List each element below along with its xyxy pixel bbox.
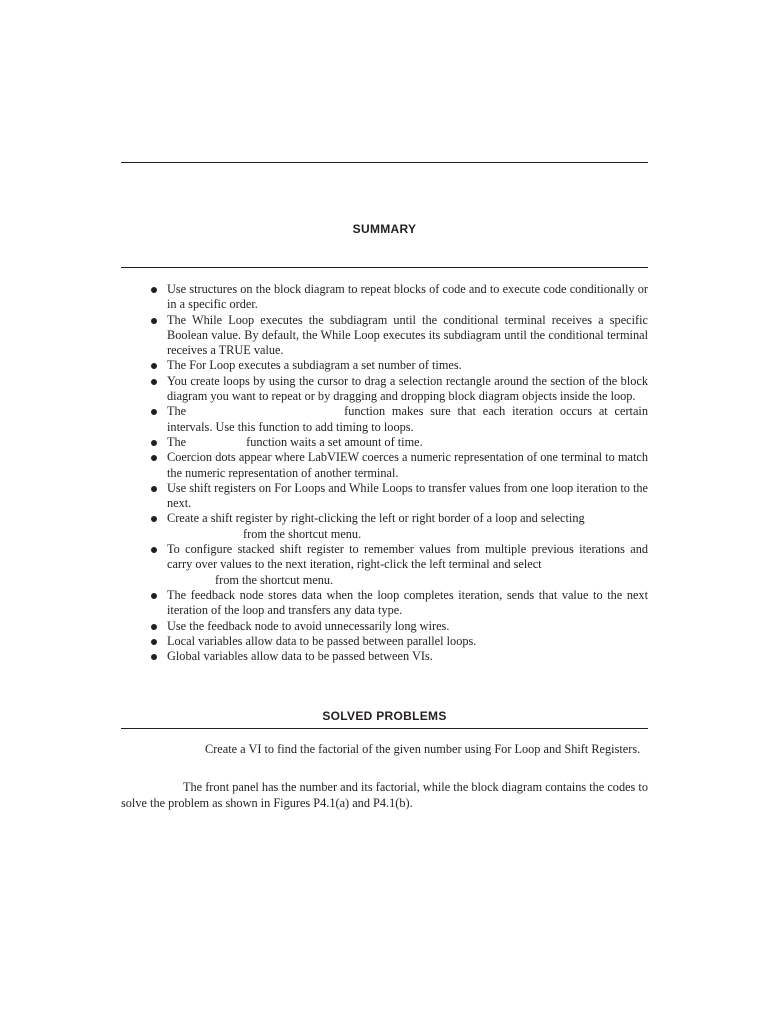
list-item: Local variables allow data to be passed between parallel loops.: [149, 634, 648, 649]
bullet-icon: [151, 287, 157, 293]
bullet-icon: [151, 593, 157, 599]
list-item: You create loops by using the cursor to drag a selection rectangle around the section of the block diagram you want to repeat or by dragging and dropping block diagram objects inside the loop.: [149, 374, 648, 405]
bullet-icon: [151, 409, 157, 415]
list-item: The function waits a set amount of time.: [149, 435, 648, 450]
solved-problems-heading: SOLVED PROBLEMS: [322, 709, 447, 723]
list-item: Coercion dots appear where LabVIEW coerces a numeric representation of one terminal to match the numeric representation of another terminal.: [149, 450, 648, 481]
problem-paragraph: Create a VI to find the factorial of the given number using For Loop and Shift Registers.: [205, 742, 641, 756]
bullet-icon: [151, 624, 157, 630]
bullet-icon: [151, 486, 157, 492]
bullet-icon: [151, 363, 157, 369]
solved-rule: [121, 728, 648, 729]
list-item: The While Loop executes the subdiagram until the conditional terminal receives a specific Boolean value. By default, the While Loop executes its subdiagram until the conditional terminal receives a TRUE value.: [149, 313, 648, 359]
bullet-icon: [151, 516, 157, 522]
solution-paragraph: The front panel has the number and its factorial, while the block diagram contains the codes to solve the problem as shown in Figures P4.1(a) and P4.1(b).: [121, 780, 648, 810]
summary-list: [149, 282, 648, 664]
top-rule: [121, 162, 648, 163]
bullet-icon: [151, 455, 157, 461]
list-item: The function makes sure that each iteration occurs at certain intervals. Use this function to add timing to loops.: [149, 404, 648, 435]
bullet-icon: [151, 654, 157, 660]
summary-rule: [121, 267, 648, 268]
list-item: Use the feedback node to avoid unnecessarily long wires.: [149, 619, 648, 634]
list-item: Use structures on the block diagram to repeat blocks of code and to execute code conditionally or in a specific order.: [149, 282, 648, 313]
bullet-icon: [151, 379, 157, 385]
bullet-icon: [151, 440, 157, 446]
list-item: The feedback node stores data when the loop completes iteration, sends that value to the next iteration of the loop and transfers any data type.: [149, 588, 648, 619]
list-item: Use shift registers on For Loops and While Loops to transfer values from one loop iteration to the next.: [149, 481, 648, 512]
bullet-icon: [151, 547, 157, 553]
list-item: The For Loop executes a subdiagram a set number of times.: [149, 358, 648, 373]
bullet-icon: [151, 639, 157, 645]
summary-heading: SUMMARY: [352, 222, 417, 236]
list-item: To configure stacked shift register to remember values from multiple previous iterations and carry over values to the next iteration, right-click the left terminal and select from the shortcut menu.: [149, 542, 648, 588]
bullet-icon: [151, 318, 157, 324]
list-item: Create a shift register by right-clicking the left or right border of a loop and selecting from the shortcut menu.: [149, 511, 648, 542]
list-item: Global variables allow data to be passed between VIs.: [149, 649, 648, 664]
